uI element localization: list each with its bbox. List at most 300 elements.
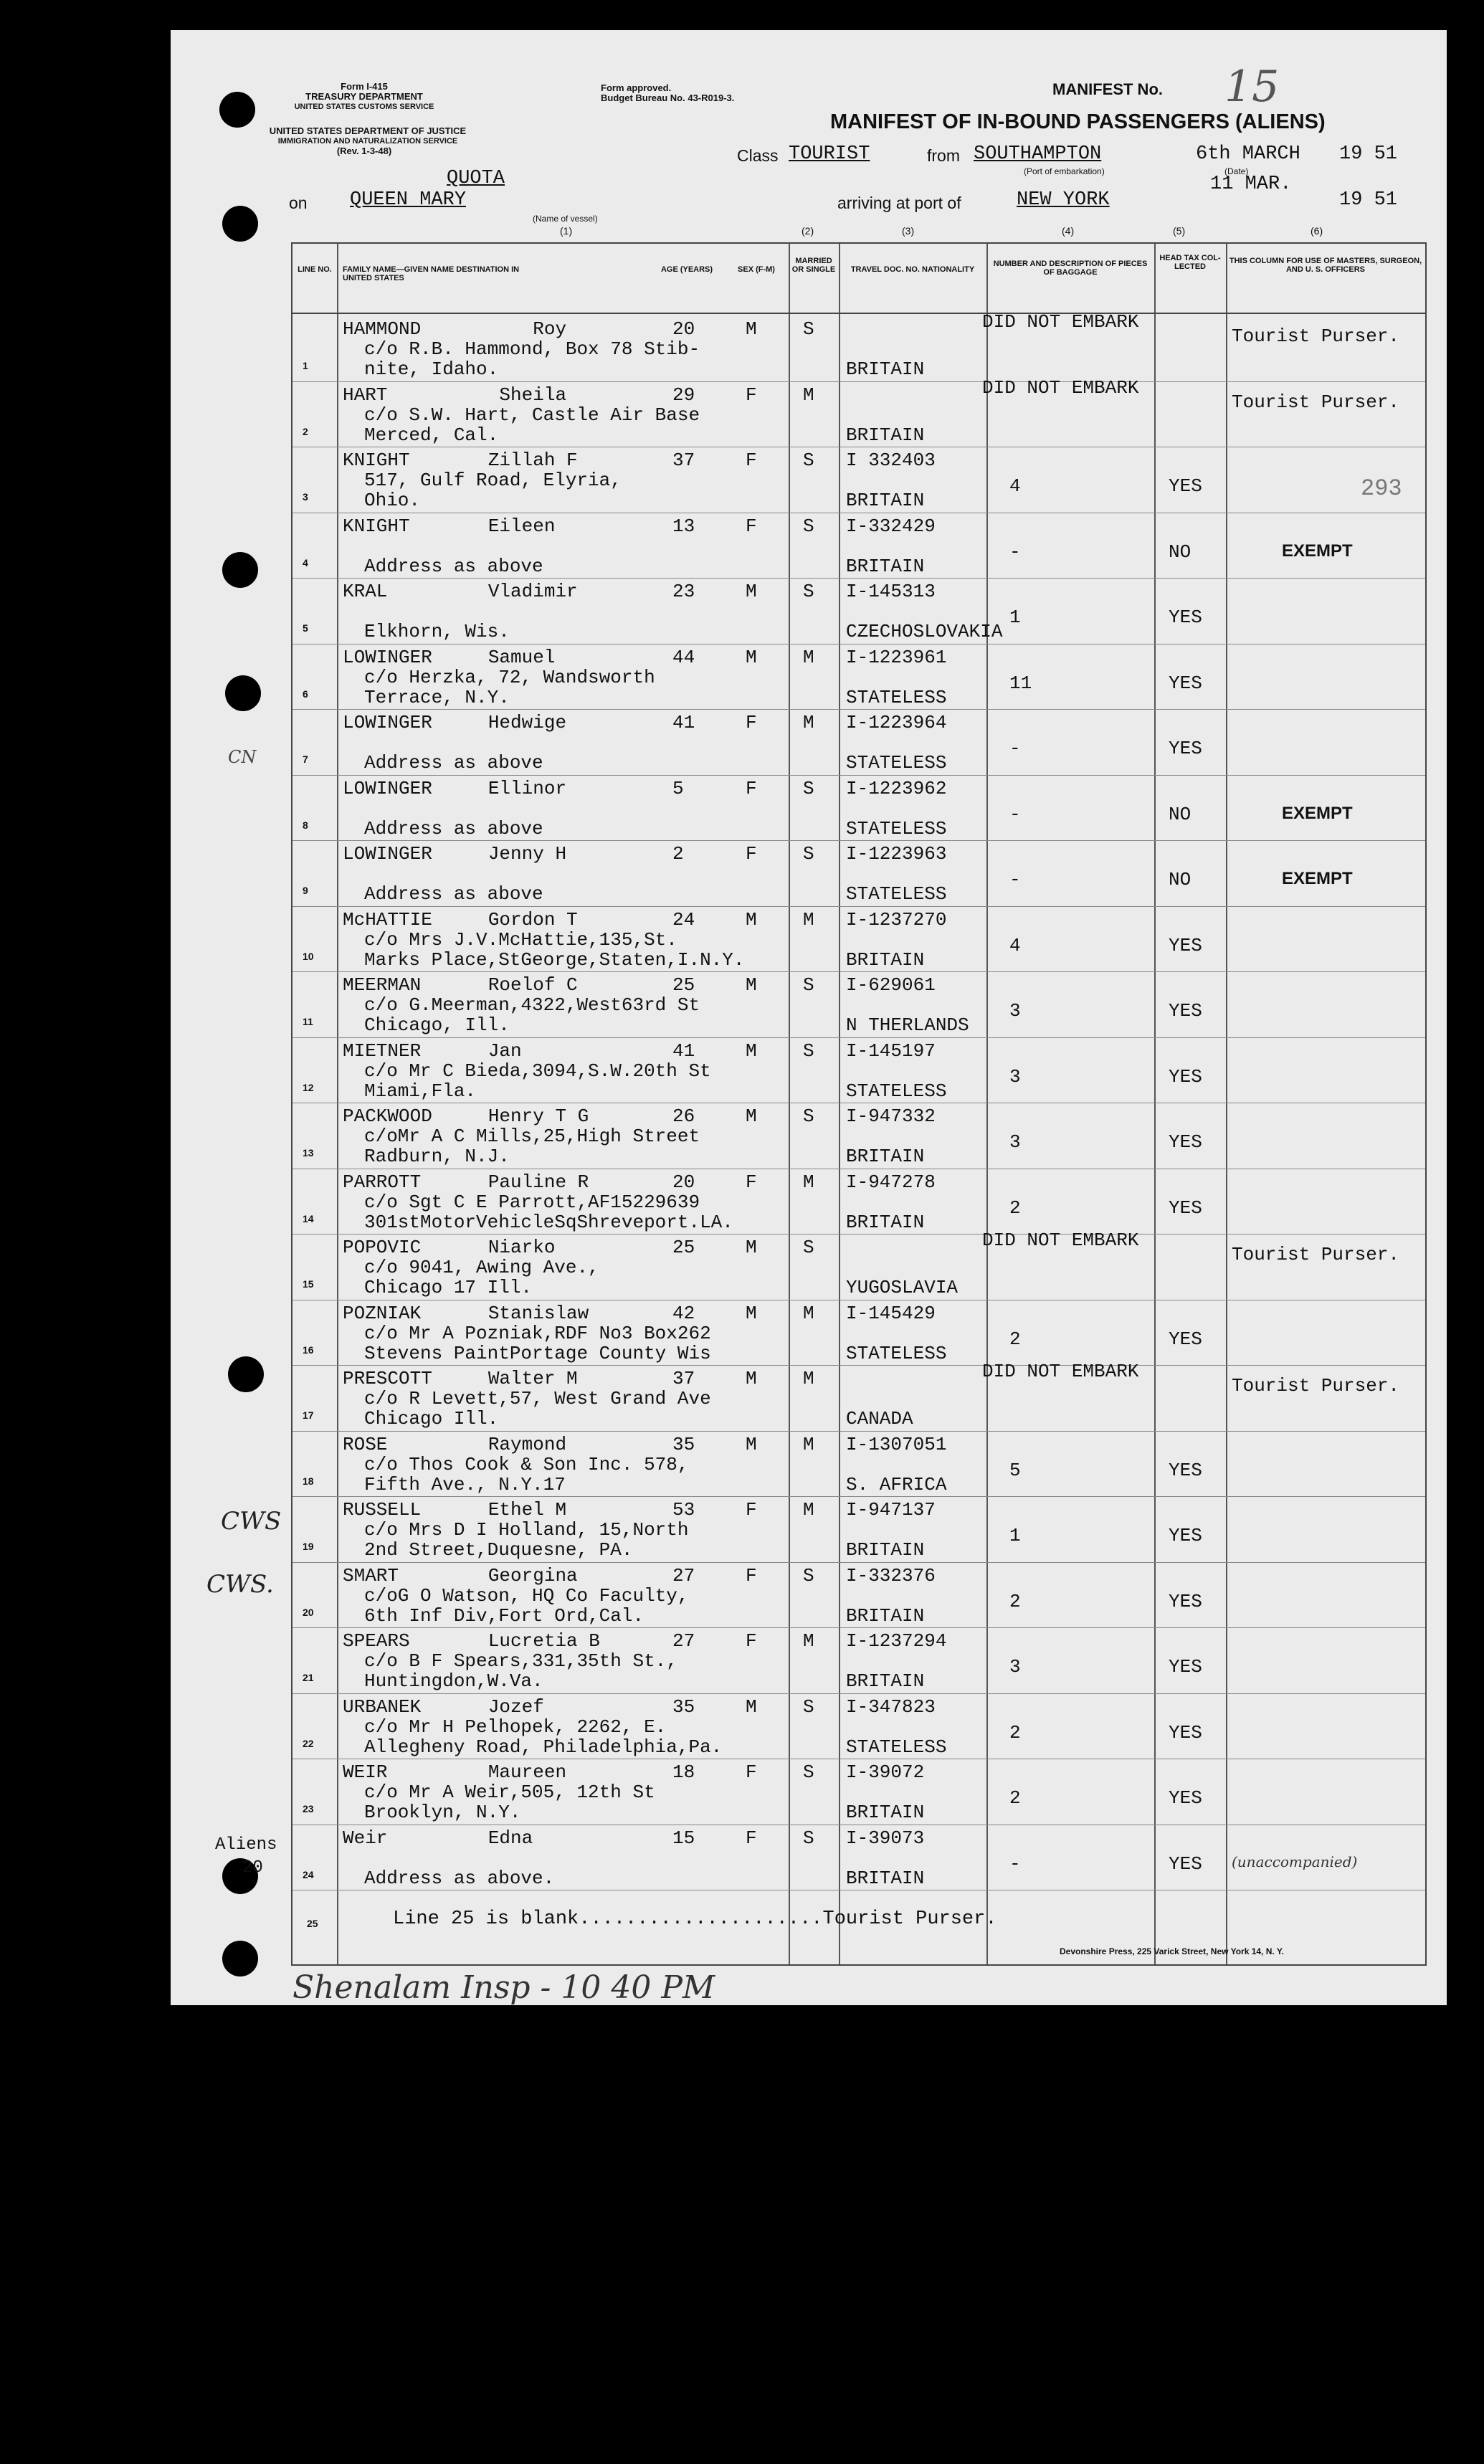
passenger-sex: F <box>746 712 757 733</box>
line-number: 1 <box>303 360 308 371</box>
arrival-date: 11 MAR. <box>1210 173 1292 195</box>
port-embarkation: SOUTHAMPTON <box>974 143 1102 165</box>
table-row <box>292 644 1425 710</box>
quota-label: QUOTA <box>447 168 505 189</box>
nationality: STATELESS <box>846 1080 947 1102</box>
travel-doc-no: I-1237270 <box>846 908 947 931</box>
travel-doc-no: I-332376 <box>846 1564 936 1587</box>
line-number: 17 <box>303 1409 314 1421</box>
nationality: YUGOSLAVIA <box>846 1277 959 1298</box>
passenger-age: 23 <box>672 581 695 602</box>
table-row <box>292 513 1425 579</box>
passenger-sex: F <box>746 843 757 865</box>
passenger-age: 37 <box>672 1368 695 1389</box>
head-tax-collected: YES <box>1169 1852 1202 1875</box>
baggage-count: 11 <box>1009 672 1032 694</box>
travel-doc-no: I-1223962 <box>846 777 947 799</box>
passenger-sex: M <box>746 974 757 996</box>
table-row <box>292 1431 1425 1498</box>
head-tax-collected: YES <box>1169 1525 1202 1546</box>
officers-note: Tourist Purser. <box>1232 391 1400 413</box>
line-number: 22 <box>303 1737 314 1749</box>
port-caption: (Port of embarkation) <box>1024 166 1105 176</box>
passenger-age: 13 <box>672 515 695 537</box>
officers-note: (unaccompanied) <box>1232 1852 1358 1870</box>
passenger-sex: F <box>746 515 757 537</box>
baggage-count: DID NOT EMBARK <box>982 311 1139 333</box>
officers-note: 293 <box>1361 475 1402 502</box>
head-tax-collected: YES <box>1169 1197 1202 1219</box>
margin-note-cws: CWS. <box>206 1570 274 1599</box>
table-row <box>292 578 1425 644</box>
aliens-label: Aliens <box>215 1835 277 1855</box>
punch-hole <box>222 1941 258 1977</box>
passenger-age: 53 <box>672 1499 695 1521</box>
class-label: Class <box>737 146 779 165</box>
passenger-name: SPEARS Lucretia B <box>343 1630 600 1652</box>
marital-status: M <box>803 1171 814 1193</box>
baggage-count: - <box>1009 738 1021 759</box>
line-25-number: 25 <box>307 1918 318 1929</box>
col-num-4: (4) <box>1062 225 1075 237</box>
destination-line-1: c/o Mrs D I Holland, 15,North <box>364 1519 689 1541</box>
punch-hole <box>222 552 258 588</box>
baggage-count: 2 <box>1009 1197 1021 1219</box>
destination-line-2: Huntingdon,W.Va. <box>364 1670 543 1692</box>
destination-line-1: c/o Mr A Weir,505, 12th St <box>364 1782 655 1803</box>
destination-line-1: 517, Gulf Road, Elyria, <box>364 470 622 491</box>
marital-status: M <box>803 1368 814 1389</box>
nationality: BRITAIN <box>846 948 925 971</box>
officers-note: EXEMPT <box>1282 803 1353 823</box>
passenger-name: McHATTIE Gordon T <box>343 908 578 931</box>
destination-line-2: Chicago Ill. <box>364 1408 499 1430</box>
passenger-sex: F <box>746 449 757 471</box>
table-row <box>292 906 1425 973</box>
destination-line-1: c/o Herzka, 72, Wandsworth <box>364 666 655 688</box>
header-age: AGE (YEARS) <box>660 265 713 274</box>
punch-hole <box>219 92 255 128</box>
passenger-name: POZNIAK Stanislaw <box>343 1302 589 1324</box>
col-num-6: (6) <box>1311 225 1323 237</box>
line-number: 23 <box>303 1803 314 1814</box>
marital-status: S <box>803 1237 814 1258</box>
travel-doc-no: I-39072 <box>846 1761 925 1783</box>
baggage-count: 3 <box>1009 1065 1021 1088</box>
line-number: 10 <box>303 950 314 962</box>
passenger-sex: F <box>746 1827 757 1849</box>
table-row <box>292 447 1425 513</box>
form-rev: (Rev. 1-3-48) <box>336 146 392 156</box>
marital-status: S <box>803 843 814 865</box>
punch-hole <box>222 206 258 242</box>
passenger-sex: F <box>746 1630 757 1652</box>
col-num-5: (5) <box>1173 225 1186 237</box>
head-tax-collected: NO <box>1169 803 1192 825</box>
passenger-age: 24 <box>672 908 695 931</box>
destination-line-2: Address as above. <box>364 1867 555 1889</box>
officers-note: Tourist Purser. <box>1232 1375 1400 1397</box>
passenger-table <box>291 242 1427 1966</box>
destination-line-2: Marks Place,StGeorge,Staten,I.N.Y. <box>364 948 745 971</box>
baggage-count: - <box>1009 869 1021 890</box>
destination-line-1: c/o G.Meerman,4322,West63rd St <box>364 994 700 1016</box>
line-number: 6 <box>303 688 308 700</box>
inspector-signature: Shenalam Insp - 10 40 PM <box>292 1969 715 2005</box>
budget-bureau: Budget Bureau No. 43-R019-3. <box>601 92 735 103</box>
table-row <box>292 1169 1425 1235</box>
punch-hole <box>225 675 261 711</box>
nationality: BRITAIN <box>846 1211 925 1233</box>
line-number: 7 <box>303 753 308 765</box>
passenger-name: LOWINGER Hedwige <box>343 712 567 733</box>
marital-status: S <box>803 1105 814 1127</box>
marital-status: M <box>803 646 814 668</box>
marital-status: M <box>803 1630 814 1652</box>
destination-line-2: nite, Idaho. <box>364 358 499 380</box>
nationality: STATELESS <box>846 1736 947 1758</box>
table-row <box>292 1627 1425 1694</box>
destination-line-1: c/o Sgt C E Parrott,AF15229639 <box>364 1191 700 1213</box>
destination-line-2: 6th Inf Div,Fort Ord,Cal. <box>364 1604 645 1627</box>
destination-line-2: 2nd Street,Duquesne, PA. <box>364 1539 633 1561</box>
passenger-age: 42 <box>672 1302 695 1324</box>
passenger-name: HAMMOND Roy <box>343 318 567 340</box>
passenger-sex: F <box>746 384 757 406</box>
baggage-count: DID NOT EMBARK <box>982 1361 1139 1382</box>
nationality: BRITAIN <box>846 1670 925 1692</box>
header-baggage: NUMBER AND DESCRIPTION OF PIECES OF BAGGAGE <box>993 260 1148 277</box>
head-tax-collected: YES <box>1169 475 1202 497</box>
table-row <box>292 376 1425 448</box>
baggage-count: 2 <box>1009 1328 1021 1350</box>
head-tax-collected: YES <box>1169 607 1202 628</box>
table-row <box>292 1229 1425 1300</box>
nationality: BRITAIN <box>846 1146 925 1167</box>
head-tax-collected: YES <box>1169 1065 1202 1088</box>
passenger-name: LOWINGER Jenny H <box>343 843 567 865</box>
travel-doc-no: I-1223961 <box>846 646 947 668</box>
passenger-name: HART Sheila <box>343 384 567 406</box>
baggage-count: - <box>1009 1852 1021 1875</box>
destination-line-1: c/o Mr C Bieda,3094,S.W.20th St <box>364 1060 711 1082</box>
manifest-page <box>171 30 1447 2005</box>
passenger-sex: F <box>746 1171 757 1193</box>
travel-doc-no: I-1223963 <box>846 843 947 865</box>
form-approved: Form approved. <box>601 82 672 93</box>
baggage-count: 4 <box>1009 475 1021 497</box>
line-number: 16 <box>303 1343 314 1356</box>
travel-doc-no: I-145429 <box>846 1302 936 1324</box>
passenger-age: 35 <box>672 1433 695 1455</box>
head-tax-collected: YES <box>1169 1721 1202 1744</box>
table-row <box>292 1562 1425 1629</box>
passenger-sex: M <box>746 1368 757 1389</box>
nationality: STATELESS <box>846 686 947 708</box>
marital-status: M <box>803 1433 814 1455</box>
table-row <box>292 1693 1425 1760</box>
destination-line-2: Address as above <box>364 752 543 774</box>
passenger-name: LOWINGER Samuel <box>343 646 556 668</box>
officers-note: Tourist Purser. <box>1232 325 1400 347</box>
nationality: STATELESS <box>846 817 947 839</box>
baggage-count: 5 <box>1009 1459 1021 1481</box>
travel-doc-no: I-1307051 <box>846 1433 947 1455</box>
embark-date: 6th MARCH <box>1196 143 1300 165</box>
marital-status: S <box>803 1827 814 1849</box>
nationality: STATELESS <box>846 752 947 774</box>
head-tax-collected: YES <box>1169 934 1202 956</box>
embark-year: 19 51 <box>1339 143 1398 165</box>
head-tax-collected: YES <box>1169 1590 1202 1612</box>
dept-justice: UNITED STATES DEPARTMENT OF JUSTICE <box>269 125 467 136</box>
destination-line-2: Address as above <box>364 817 543 839</box>
passenger-name: KNIGHT Zillah F <box>343 449 578 471</box>
col-num-3: (3) <box>902 225 915 237</box>
destination-line-2: Radburn, N.J. <box>364 1146 510 1167</box>
passenger-sex: M <box>746 908 757 931</box>
destination-line-2: Stevens PaintPortage County Wis <box>364 1342 711 1364</box>
passenger-age: 41 <box>672 1040 695 1062</box>
class-value: TOURIST <box>789 143 870 165</box>
table-row <box>292 1037 1425 1104</box>
destination-line-2: Ohio. <box>364 490 421 511</box>
on-label: on <box>289 194 308 212</box>
baggage-count: 1 <box>1009 1525 1021 1546</box>
passenger-sex: M <box>746 1237 757 1258</box>
printer-imprint: Devonshire Press, 225 Varick Street, New York 14, N. Y. <box>1060 1946 1284 1956</box>
line-number: 14 <box>303 1212 314 1224</box>
travel-doc-no: I-947332 <box>846 1105 936 1127</box>
head-tax-collected: NO <box>1169 541 1192 563</box>
passenger-age: 29 <box>672 384 695 406</box>
travel-doc-no: I-347823 <box>846 1695 936 1718</box>
passenger-age: 44 <box>672 646 695 668</box>
passenger-age: 35 <box>672 1695 695 1718</box>
destination-line-1: c/oG O Watson, HQ Co Faculty, <box>364 1584 689 1607</box>
header-sex: SEX (F-M) <box>738 265 775 274</box>
nationality: BRITAIN <box>846 1867 925 1889</box>
table-row <box>292 1103 1425 1169</box>
col-num-1: (1) <box>560 225 573 237</box>
passenger-name: Weir Edna <box>343 1827 533 1849</box>
destination-line-1: c/oMr A C Mills,25,High Street <box>364 1126 700 1147</box>
passenger-name: KRAL Vladimir <box>343 581 578 602</box>
travel-doc-no: I-1237294 <box>846 1630 947 1652</box>
travel-doc-no: I 332403 <box>846 449 936 471</box>
travel-doc-no: I-145313 <box>846 581 936 602</box>
baggage-count: 2 <box>1009 1721 1021 1744</box>
head-tax-collected: YES <box>1169 1328 1202 1350</box>
dept-justice-sub: IMMIGRATION AND NATURALIZATION SERVICE <box>277 137 458 146</box>
head-tax-collected: YES <box>1169 738 1202 759</box>
marital-status: S <box>803 581 814 602</box>
nationality: CANADA <box>846 1408 913 1430</box>
nationality: BRITAIN <box>846 358 925 380</box>
passenger-age: 20 <box>672 318 695 340</box>
passenger-name: MEERMAN Roelof C <box>343 974 578 996</box>
col-num-2: (2) <box>802 225 814 237</box>
arrival-year: 19 51 <box>1339 189 1398 211</box>
destination-line-1: c/o Mr A Pozniak,RDF No3 Box262 <box>364 1322 711 1344</box>
passenger-name: MIETNER Jan <box>343 1040 522 1062</box>
destination-line-1: c/o Mrs J.V.McHattie,135,St. <box>364 928 677 951</box>
destination-line-2: 301stMotorVehicleSqShreveport.LA. <box>364 1211 733 1233</box>
manifest-no-value: 15 <box>1224 62 1280 112</box>
destination-line-2: Miami,Fla. <box>364 1080 477 1102</box>
passenger-age: 26 <box>672 1105 695 1127</box>
passenger-age: 25 <box>672 974 695 996</box>
marital-status: S <box>803 777 814 799</box>
passenger-sex: M <box>746 1105 757 1127</box>
marital-status: M <box>803 1302 814 1324</box>
line-number: 15 <box>303 1278 314 1290</box>
passenger-age: 25 <box>672 1237 695 1258</box>
passenger-name: PARROTT Pauline R <box>343 1171 589 1193</box>
passenger-name: SMART Georgina <box>343 1564 578 1587</box>
nationality: N THERLANDS <box>846 1014 969 1036</box>
line-25-note: Line 25 is blank.....................Tourist Purser. <box>393 1908 997 1930</box>
destination-line-2: Allegheny Road, Philadelphia,Pa. <box>364 1736 723 1758</box>
aliens-count: 20 <box>242 1858 263 1878</box>
passenger-age: 27 <box>672 1630 695 1652</box>
dept-treasury: TREASURY DEPARTMENT <box>305 91 423 102</box>
marital-status: S <box>803 974 814 996</box>
passenger-sex: M <box>746 1695 757 1718</box>
travel-doc-no: I-947278 <box>846 1171 936 1193</box>
table-row <box>292 1496 1425 1563</box>
passenger-sex: M <box>746 1040 757 1062</box>
baggage-count: 3 <box>1009 1131 1021 1153</box>
line-number: 5 <box>303 622 308 634</box>
baggage-count: 3 <box>1009 1000 1021 1022</box>
nationality: BRITAIN <box>846 424 925 446</box>
nationality: CZECHOSLOVAKIA <box>846 621 1003 642</box>
manifest-no-label: MANIFEST No. <box>1052 80 1163 98</box>
head-tax-collected: YES <box>1169 672 1202 694</box>
destination-line-1: c/o Thos Cook & Son Inc. 578, <box>364 1453 689 1475</box>
table-row <box>292 709 1425 776</box>
table-row <box>292 1300 1425 1366</box>
head-tax-collected: NO <box>1169 869 1192 890</box>
marital-status: S <box>803 515 814 537</box>
passenger-name: RUSSELL Ethel M <box>343 1499 567 1521</box>
baggage-count: - <box>1009 541 1021 563</box>
passenger-name: WEIR Maureen <box>343 1761 567 1783</box>
line-number: 11 <box>303 1016 313 1027</box>
passenger-name: PACKWOOD Henry T G <box>343 1105 589 1127</box>
baggage-count: - <box>1009 803 1021 825</box>
passenger-age: 2 <box>672 843 684 865</box>
vessel-caption: (Name of vessel) <box>533 214 598 224</box>
line-number: 24 <box>303 1868 314 1880</box>
passenger-name: ROSE Raymond <box>343 1433 567 1455</box>
passenger-age: 20 <box>672 1171 695 1193</box>
passenger-age: 18 <box>672 1761 695 1783</box>
travel-doc-no: I-145197 <box>846 1040 936 1062</box>
marital-status: S <box>803 1564 814 1587</box>
line-number: 2 <box>303 425 308 437</box>
punch-hole <box>228 1356 264 1392</box>
travel-doc-no: I-629061 <box>846 974 936 996</box>
header-married: MARRIED OR SINGLE <box>791 257 836 274</box>
line-number: 9 <box>303 885 308 896</box>
baggage-count: 3 <box>1009 1656 1021 1678</box>
form-number: Form I-415 <box>341 81 388 92</box>
baggage-count: 4 <box>1009 934 1021 956</box>
travel-doc-no: I-39073 <box>846 1827 925 1849</box>
destination-line-2: Address as above <box>364 555 543 577</box>
table-row <box>292 1361 1425 1432</box>
nationality: STATELESS <box>846 1342 947 1364</box>
table-row <box>292 775 1425 842</box>
dept-treasury-sub: UNITED STATES CUSTOMS SERVICE <box>294 103 434 111</box>
marital-status: S <box>803 1695 814 1718</box>
destination-line-2: Merced, Cal. <box>364 424 499 446</box>
header-officers: THIS COLUMN FOR USE OF MASTERS, SURGEON, AND U. S. OFFICERS <box>1229 257 1422 274</box>
officers-note: Tourist Purser. <box>1232 1244 1400 1265</box>
passenger-name: PRESCOTT Walter M <box>343 1368 578 1389</box>
destination-line-2: Brooklyn, N.Y. <box>364 1802 521 1823</box>
marital-status: M <box>803 712 814 733</box>
baggage-count: 1 <box>1009 607 1021 628</box>
marital-status: S <box>803 449 814 471</box>
line-number: 21 <box>303 1672 314 1683</box>
destination-line-2: Chicago, Ill. <box>364 1014 510 1036</box>
manifest-title: MANIFEST OF IN-BOUND PASSENGERS (ALIENS) <box>830 110 1326 133</box>
destination-line-1: c/o 9041, Awing Ave., <box>364 1257 599 1278</box>
travel-doc-no: I-947137 <box>846 1499 936 1521</box>
baggage-count: 2 <box>1009 1590 1021 1612</box>
from-label: from <box>927 146 960 165</box>
arriving-label: arriving at port of <box>837 194 961 212</box>
marital-status: M <box>803 908 814 931</box>
destination-line-1: c/o Mr H Pelhopek, 2262, E. <box>364 1716 667 1738</box>
passenger-sex: F <box>746 1499 757 1521</box>
margin-note-cws: CWS <box>221 1507 282 1536</box>
passenger-sex: M <box>746 318 757 340</box>
destination-line-2: Terrace, N.Y. <box>364 686 510 708</box>
destination-line-1: c/o R Levett,57, West Grand Ave <box>364 1388 711 1409</box>
header-line-no: LINE NO. <box>298 265 332 274</box>
line-number: 20 <box>303 1606 314 1618</box>
passenger-sex: M <box>746 1433 757 1455</box>
passenger-sex: F <box>746 1564 757 1587</box>
date-caption: (Date) <box>1224 166 1249 176</box>
line-number: 18 <box>303 1475 314 1487</box>
table-row <box>292 311 1425 382</box>
head-tax-collected: YES <box>1169 1787 1202 1809</box>
baggage-count: DID NOT EMBARK <box>982 1229 1139 1251</box>
head-tax-collected: YES <box>1169 1656 1202 1678</box>
passenger-age: 37 <box>672 449 695 471</box>
passenger-sex: M <box>746 646 757 668</box>
nationality: BRITAIN <box>846 555 925 577</box>
nationality: BRITAIN <box>846 1604 925 1627</box>
nationality: BRITAIN <box>846 1802 925 1823</box>
passenger-age: 41 <box>672 712 695 733</box>
line-number: 13 <box>303 1147 314 1159</box>
arriving-port: NEW YORK <box>1017 189 1110 211</box>
header-head-tax: HEAD TAX COLLECTED <box>1159 254 1221 271</box>
passenger-age: 27 <box>672 1564 695 1587</box>
table-row <box>292 1825 1425 1891</box>
officers-note: EXEMPT <box>1282 869 1353 888</box>
passenger-sex: M <box>746 581 757 602</box>
marital-status: M <box>803 384 814 406</box>
nationality: S. AFRICA <box>846 1473 947 1495</box>
destination-line-1: c/o B F Spears,331,35th St., <box>364 1650 677 1672</box>
